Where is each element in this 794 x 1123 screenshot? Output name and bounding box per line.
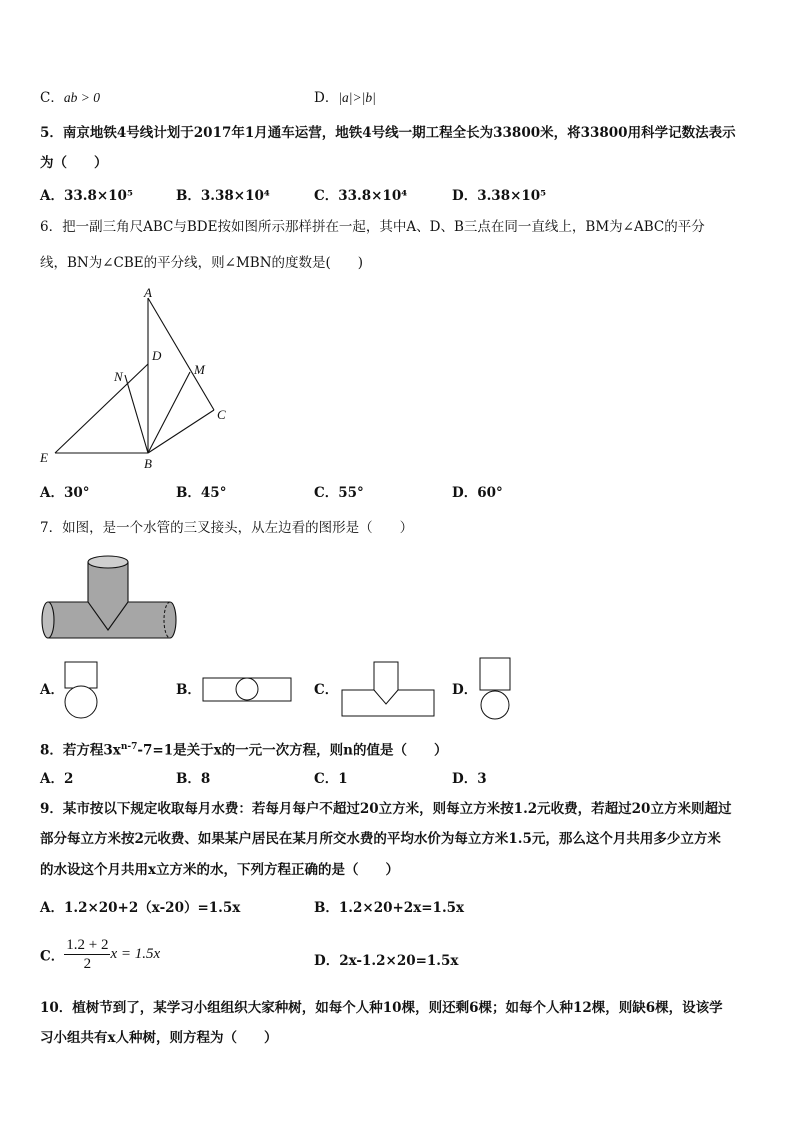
q9-option-c-rest: x = 1.5x [110, 946, 161, 962]
q6-option-c: C．55° [314, 485, 364, 501]
q9-stem-line3: 的水设这个月共用x立方米的水，下列方程正确的是（ ） [40, 862, 400, 878]
q9-stem-line2: 部分每立方米按2元收费、如果某户居民在某月所交水费的平均水价为每立方米1.5元，那么这个月共用多少立方米 [40, 831, 721, 847]
q7-option-a-label: A． [40, 682, 64, 698]
q10-stem-line2: 习小组共有x人种树，则方程为（ ） [40, 1030, 278, 1046]
q8-option-b: B．8 [176, 771, 211, 787]
q9-option-c-label: C． [40, 948, 65, 965]
q8-stem-part2: -7=1是关于x的一元一次方程，则n的值是（ ） [137, 742, 448, 759]
q5-stem-line2: 为（ ） [40, 155, 108, 171]
q6-label-a: A [144, 285, 152, 300]
q6-label-e: E [40, 450, 48, 465]
q4-option-c-math: ab > 0 [63, 90, 100, 105]
q8-exponent: n-7 [120, 742, 138, 752]
q6-stem-line2: 线，BN为∠CBE的平分线，则∠MBN的度数是( ) [40, 255, 364, 271]
q6-label-n: N [114, 369, 123, 384]
q7-stem: 7．如图，是一个水管的三叉接头，从左边看的图形是（ ） [40, 520, 414, 536]
q9-option-c-numerator: 1.2 + 2 [66, 937, 109, 953]
q8-stem-part1: 8．若方程3x [40, 742, 121, 759]
q8-option-d: D．3 [452, 771, 487, 787]
q9-option-b: B．1.2×20+2x=1.5x [314, 900, 465, 916]
q6-option-d: D．60° [452, 485, 503, 501]
q6-stem-line1: 6．把一副三角尺ABC与BDE按如图所示那样拼在一起，其中A、D、B三点在同一直线上，BM为∠ABC的平分 [40, 219, 705, 235]
q9-option-a: A．1.2×20+2（x-20）=1.5x [40, 900, 241, 916]
q5-option-c: C．33.8×10⁴ [314, 188, 408, 204]
q9-option-c [40, 936, 160, 973]
q5-stem-line1: 5．南京地铁4号线计划于2017年1月通车运营，地铁4号线一期工程全长为33800米，将33800用科学记数法表示 [40, 125, 736, 141]
q8-stem [40, 737, 447, 761]
q8-option-a: A．2 [40, 771, 74, 787]
q5-option-a: A．33.8×10⁵ [40, 188, 133, 204]
q5-option-b: B．3.38×10⁴ [176, 188, 270, 204]
q9-option-c-denominator: 2 [83, 956, 92, 972]
q7-option-b-label: B． [176, 682, 201, 698]
q7-option-c-label: C． [314, 682, 339, 698]
q4-option-d-label: D． [314, 90, 339, 106]
q7-option-d-label: D． [452, 682, 478, 698]
q5-option-d: D．3.38×10⁵ [452, 188, 547, 204]
q8-option-c: C．1 [314, 771, 348, 787]
q9-stem-line1: 9．某市按以下规定收取每月水费：若每月每户不超过20立方米，则每立方米按1.2元收费，若超过20立方米则超过 [40, 801, 732, 817]
q6-label-c: C [217, 407, 226, 422]
q6-label-b: B [144, 456, 152, 471]
q6-option-a: A．30° [40, 485, 90, 501]
q4-option-d-math: |a|>|b| [338, 90, 376, 105]
q9-option-d: D．2x-1.2×20=1.5x [314, 953, 459, 969]
q6-option-b: B．45° [176, 485, 227, 501]
q6-label-d: D [152, 348, 162, 363]
q4-option-c-label: C． [40, 90, 64, 106]
q10-stem-line1: 10．植树节到了，某学习小组组织大家种树，如每个人种10棵，则还剩6棵；如每个人种12棵，则缺6棵，设该学 [40, 1000, 723, 1016]
q9-option-c-fraction [64, 936, 110, 973]
q6-label-m: M [194, 362, 205, 377]
